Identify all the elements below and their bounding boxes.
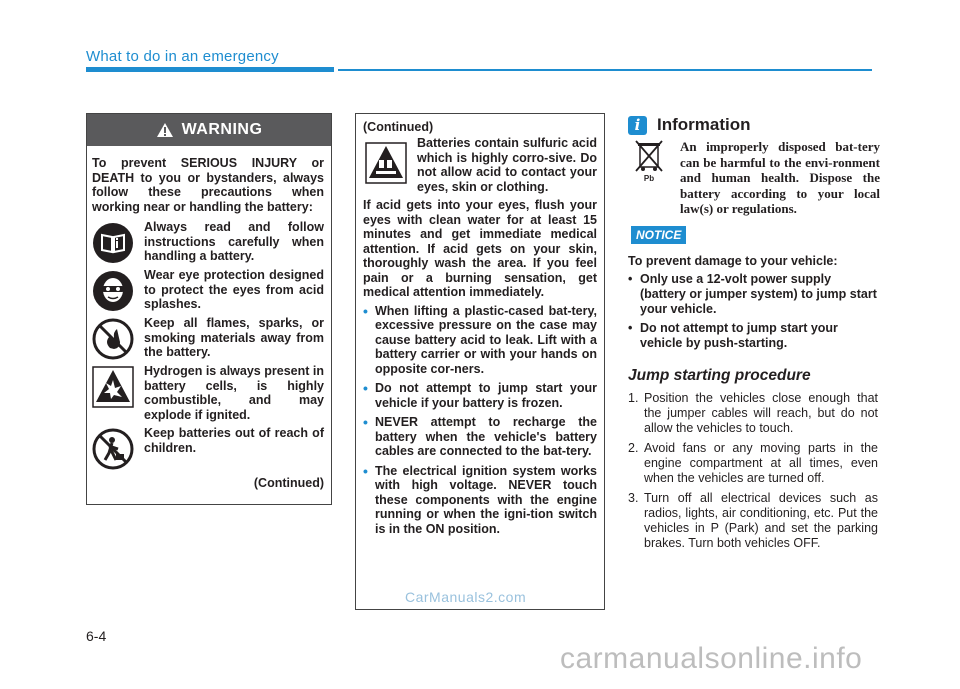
eye-protection-icon [92,270,134,312]
warning-intro: To prevent SERIOUS INJURY or DEATH to you or bystanders, always follow these precautions when working near or handling the battery: [92,156,324,214]
footer-url[interactable]: carmanualsonline.info [560,642,863,675]
header-rule-thick [86,67,334,72]
continued-label: (Continued) [363,120,434,134]
warning-item [92,268,324,312]
list-item [628,441,878,486]
information-title: Information [657,115,751,134]
info-icon: i [628,116,647,135]
warning-header [87,114,331,146]
warning-title: WARNING [181,121,263,138]
header-rule-thin [338,69,872,71]
explosion-icon [92,366,134,408]
information-body [628,139,880,217]
watermark: CarManuals2.com [405,589,527,605]
warning-item-text: Always read and follow instructions carefully when handling a battery. [144,220,324,263]
keep-children-away-icon [92,428,134,470]
list-item: • When lifting a plastic-cased bat-tery, excessive pressure on the case may cause battery acid to leak. Lift with a battery carrier or with your hands on opposite cor-ners. [363,304,597,377]
page-number: 6-4 [86,628,107,644]
warning-continued-box [355,113,605,610]
list-item: • Do not attempt to jump start your vehicle if your battery is frozen. [363,381,597,410]
warning-item [92,316,324,360]
acid-warning [363,136,597,194]
battery-icon-label: Pb [643,174,655,183]
section-header: What to do in an emergency [86,48,279,65]
step-number: 3. [628,490,639,505]
acid-warning-text: Batteries contain sulfuric acid which is highly corro-sive. Do not allow acid to contact your eyes, skin or clothing. [417,136,597,194]
warning-item [92,220,324,264]
battery-disposal-icon [628,139,670,183]
warning-item-text: Wear eye protection designed to protect the eyes from acid splashes. [144,268,324,311]
warning-item [92,364,324,422]
list-item: • Do not attempt to jump start your vehicle by push-starting. [628,321,878,351]
warning-item [92,426,324,470]
notice-badge: NOTICE [631,226,686,244]
step-text: Turn off all electrical devices such as radios, lights, air conditioning, etc. Put the vehicles in P (Park) and set the parking brakes. Turn both vehicles OFF. [644,490,878,550]
notice-section [628,254,878,556]
warning-box [86,113,332,505]
warning-item-text: Keep batteries out of reach of children. [144,426,324,455]
step-number: 1. [628,390,639,405]
step-text: Position the vehicles close enough that the jumper cables will reach, but do not allow the vehicles to touch. [644,390,878,435]
list-item: • NEVER attempt to recharge the battery when the vehicle's battery cables are connected to the bat-tery. [363,415,597,459]
manual-icon [92,222,134,264]
no-flame-icon [92,318,134,360]
information-text: An improperly disposed bat-tery can be harmful to the envi-ronment and human health. Dispose the battery according to your local law(s) or regulations. [680,139,880,216]
notice-lead: To prevent damage to your vehicle: [628,254,838,268]
warning-triangle-icon [156,122,174,138]
battery-bullets [363,304,597,537]
list-item [628,391,878,436]
step-number: 2. [628,440,639,455]
warning-item-text: Hydrogen is always present in battery cells, is highly combustible, and may explode if ignited. [144,364,324,422]
warning-item-text: Keep all flames, sparks, or smoking materials away from the battery. [144,316,324,359]
list-item: • The electrical ignition system works with high voltage. NEVER touch these components with the engine running or when the igni-tion switch is in the ON position. [363,464,597,537]
information-header [628,115,751,135]
notice-list [628,272,878,351]
jump-start-steps [628,391,878,551]
list-item: • Only use a 12-volt power supply (battery or jumper system) to jump start your vehicle. [628,272,878,317]
corrosive-icon [365,142,407,184]
step-text: Avoid fans or any moving parts in the engine compartment at all times, even when the vehicles are turned off. [644,440,878,485]
acid-first-aid-text: If acid gets into your eyes, flush your eyes with clean water for at least 15 minutes and get immediate medical attention. If acid gets on your skin, thoroughly wash the area. If you feel pain or a burning sensation, get medical attention immediately. [363,198,597,299]
warning-continued: (Continued) [253,476,324,490]
list-item [628,491,878,551]
jump-start-title: Jump starting procedure [628,366,811,384]
